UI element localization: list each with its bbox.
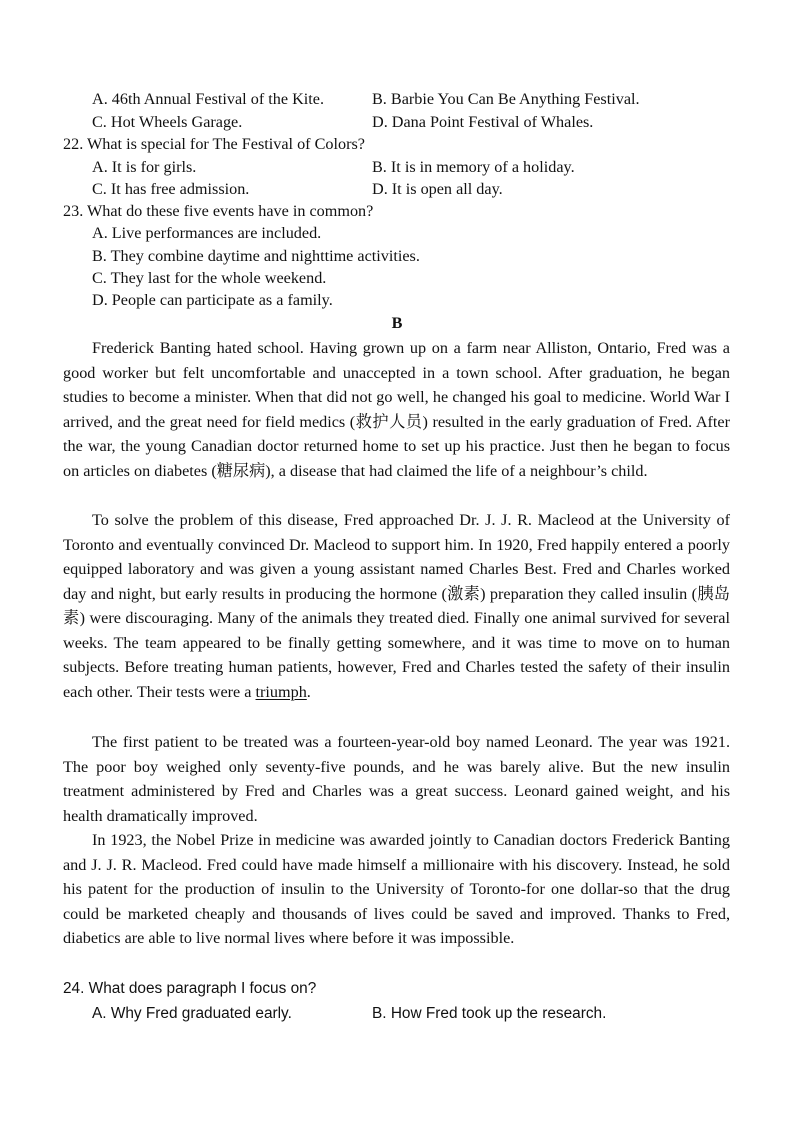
q21-option-d: D. Dana Point Festival of Whales. [372,113,594,131]
passage-paragraph-1: Frederick Banting hated school. Having grown up on a farm near Alliston, Ontario, Fred was a good worker but felt uncomfortable and unaccepted in a town school. After graduation, he began studies to become a minister. When that did not go well, he changed his goal to medicine. World War I arrived, and the great need for field medics (救护人员) resulted in the early graduation of Fred. After the war, the young Canadian doctor returned home to set up his practice. Just then he began to focus on articles on diabetes (糖尿病), a disease that had claimed the life of a neighbour’s child. [63,339,730,480]
q24-option-a: A. Why Fred graduated early. [92,1005,292,1022]
q23-stem: 23. What do these five events have in common? [63,202,374,220]
paragraph-2-text: To solve the problem of this disease, Fred approached Dr. J. J. R. Macleod at the University of Toronto and eventually convinced Dr. Macleod to support him. In 1920, Fred happily entered a poorly equipped laboratory and was given a young assistant named Charles Best. Fred and Charles worked day and night, but early results in producing the hormone (激素) preparation they called insulin (胰岛素) were discouraging. Many of the animals they treated died. Finally one animal survived for several weeks. The team appeared to be finally getting somewhere, and it was time to move on to human subjects. Before treating human patients, however, Fred and Charles tested the safety of their insulin each other. Their tests were a [63,511,730,701]
q23-option-d: D. People can participate as a family. [92,291,333,309]
underlined-word: triumph [255,682,307,701]
q23-option-c: C. They last for the whole weekend. [92,269,327,287]
q21-option-c: C. Hot Wheels Garage. [92,113,243,131]
q22-option-c: C. It has free admission. [92,180,250,198]
passage-paragraph-4: In 1923, the Nobel Prize in medicine was awarded jointly to Canadian doctors Frederick Banting and J. J. R. Macleod. Fred could have made himself a millionaire with his discovery. Instead, he sold his patent for the production of insulin to the University of Toronto-for one dollar-so that the drug could be marketed cheaply and thousands of lives could be saved and improved. Thanks to Fred, diabetics are able to live normal lives where before it was impossible. [63,831,730,947]
q24-stem: 24. What does paragraph I focus on? [63,980,317,997]
q21-option-b: B. Barbie You Can Be Anything Festival. [372,90,640,108]
q21-option-a: A. 46th Annual Festival of the Kite. [92,90,324,108]
passage-paragraph-2 [63,508,730,704]
passage-paragraph-3: The first patient to be treated was a fourteen-year-old boy named Leonard. The year was 1921. The poor boy weighed only seventy-five pounds, and he was barely alive. But the new insulin treatment administered by Fred and Charles was a great success. Leonard gained weight, and his health dramatically improved. [63,733,730,825]
q24-option-b: B. How Fred took up the research. [372,1005,607,1022]
section-heading: B [391,314,403,332]
paragraph-2-end: . [306,682,311,701]
q22-stem: 22. What is special for The Festival of Colors? [63,135,365,153]
q23-option-b: B. They combine daytime and nighttime activities. [92,247,420,265]
q22-option-b: B. It is in memory of a holiday. [372,158,575,176]
q22-option-d: D. It is open all day. [372,180,503,198]
q22-option-a: A. It is for girls. [92,158,197,176]
q23-option-a: A. Live performances are included. [92,224,322,242]
